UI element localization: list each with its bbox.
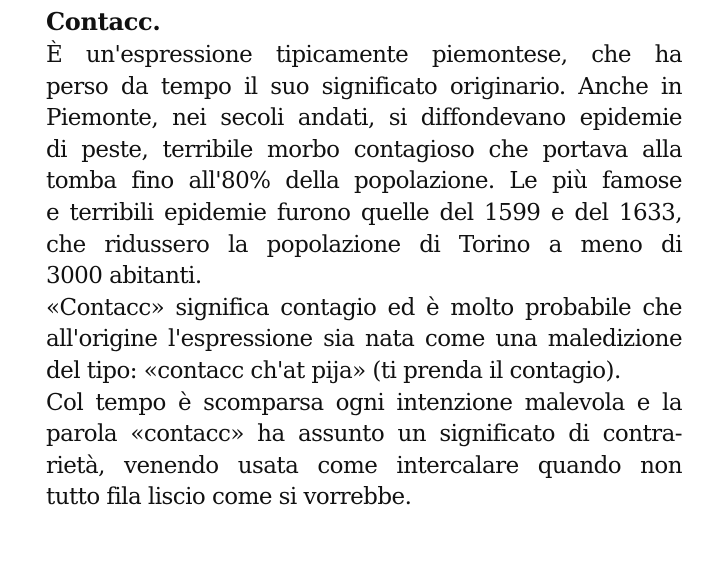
text-line: «Contacc» significa contagio ed è molto probabile che — [46, 294, 682, 321]
paragraph-3 — [46, 388, 682, 514]
text-line: all'origine l'espressione sia nata come una maledizione — [46, 326, 682, 353]
paragraph-2 — [46, 293, 682, 388]
text-line: che ridussero la popolazione di Torino a meno di — [46, 231, 682, 258]
paragraph-1 — [46, 40, 682, 293]
text-line: tomba fino all'80% della popolazione. Le più famose — [46, 168, 682, 195]
entry-title: Contacc. — [46, 7, 161, 36]
glossary-entry — [46, 4, 682, 514]
text-line: tutto fila liscio come si vorrebbe. — [46, 484, 412, 511]
text-line: e terribili epidemie furono quelle del 1599 e del 1633, — [46, 199, 682, 226]
text-line: perso da tempo il suo significato originario. Anche in — [46, 73, 682, 100]
text-line: parola «contacc» ha assunto un significato di contra- — [46, 421, 682, 448]
text-line: 3000 abitanti. — [46, 263, 202, 290]
text-line: È un'espressione tipicamente piemontese, che ha — [46, 42, 682, 68]
text-line: di peste, terribile morbo contagioso che portava alla — [46, 136, 682, 163]
text-line: Col tempo è scomparsa ogni intenzione malevola e la — [46, 389, 682, 416]
text-line: del tipo: «contacc ch'at pija» (ti prenda il contagio). — [46, 357, 621, 384]
text-line: rietà, venendo usata come intercalare quando non — [46, 452, 682, 479]
text-line: Piemonte, nei secoli andati, si diffondevano epidemie — [46, 105, 682, 132]
